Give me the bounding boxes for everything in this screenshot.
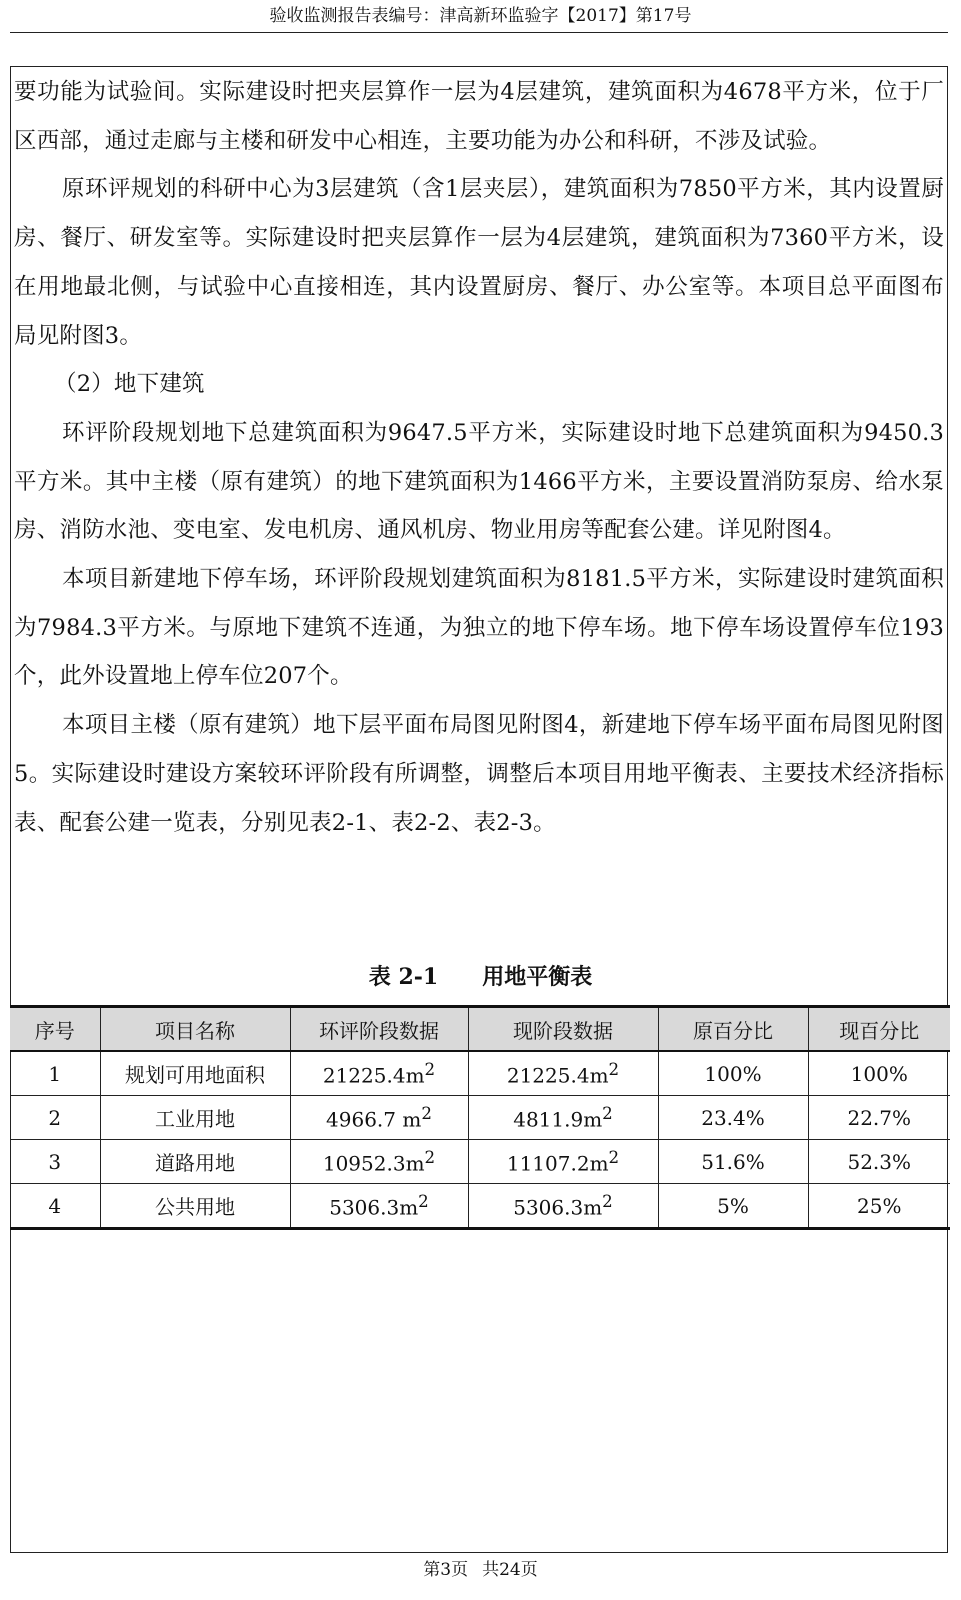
cell-current-percent: 22.7% bbox=[808, 1096, 950, 1140]
land-balance-table bbox=[10, 1005, 950, 1230]
cell-item: 公共用地 bbox=[100, 1184, 290, 1229]
paragraph: 环评阶段规划地下总建筑面积为9647.5平方米，实际建设时地下总建筑面积为9450.3平方米。其中主楼（原有建筑）的地下建筑面积为1466平方米，主要设置消防泵房、给水泵房、消防水池、变电室、发电机房、通风机房、物业用房等配套公建。详见附图4。 bbox=[14, 419, 944, 544]
cell-item: 工业用地 bbox=[100, 1096, 290, 1140]
cell-current-value: $11107.2m^2$ bbox=[468, 1140, 658, 1184]
cell-orig-percent: 51.6% bbox=[658, 1140, 808, 1184]
column-header: 现阶段数据 bbox=[468, 1007, 658, 1052]
cell-current-value: $4811.9m^2$ bbox=[468, 1096, 658, 1140]
cell-eia-value: $10952.3m^2$ bbox=[290, 1140, 468, 1184]
cell-orig-percent: 5% bbox=[658, 1184, 808, 1229]
cell-current-value: $5306.3m^2$ bbox=[468, 1184, 658, 1229]
column-header: 序号 bbox=[10, 1007, 100, 1052]
cell-current-percent: 100% bbox=[808, 1051, 950, 1096]
column-header: 原百分比 bbox=[658, 1007, 808, 1052]
table-title bbox=[0, 962, 961, 992]
cell-current-percent: 52.3% bbox=[808, 1140, 950, 1184]
paragraph: 本项目主楼（原有建筑）地下层平面布局图见附图4，新建地下停车场平面布局图见附图5。实际建设时建设方案较环评阶段有所调整，调整后本项目用地平衡表、主要技术经济指标表、配套公建一览表，分别见表2-1、表2-2、表2-3。 bbox=[14, 712, 944, 836]
cell-eia-value: $21225.4m^2$ bbox=[290, 1051, 468, 1096]
page-footer bbox=[0, 1558, 961, 1582]
cell-index: 1 bbox=[10, 1051, 100, 1096]
column-header: 环评阶段数据 bbox=[290, 1007, 468, 1052]
cell-index: 2 bbox=[10, 1096, 100, 1140]
cell-index: 3 bbox=[10, 1140, 100, 1184]
paragraph: 要功能为试验间。实际建设时把夹层算作一层为4层建筑，建筑面积为4678平方米，位于厂区西部，通过走廊与主楼和研发中心相连，主要功能为办公和科研，不涉及试验。 bbox=[14, 79, 944, 154]
table-row bbox=[10, 1184, 950, 1229]
cell-current-value: $21225.4m^2$ bbox=[468, 1051, 658, 1096]
cell-current-percent: 25% bbox=[808, 1184, 950, 1229]
table-number: 表 2-1 bbox=[368, 964, 439, 990]
page-total: 共24页 bbox=[482, 1560, 538, 1580]
paragraph: 本项目新建地下停车场，环评阶段规划建筑面积为8181.5平方米，实际建设时建筑面积为7984.3平方米。与原地下建筑不连通，为独立的地下停车场。地下停车场设置停车位193个，此外设置地上停车位207个。 bbox=[14, 566, 944, 690]
cell-index: 4 bbox=[10, 1184, 100, 1229]
cell-item: 道路用地 bbox=[100, 1140, 290, 1184]
cell-orig-percent: 100% bbox=[658, 1051, 808, 1096]
report-header: 验收监测报告表编号：津高新环监验字【2017】第17号 bbox=[269, 6, 692, 26]
paragraph: 原环评规划的科研中心为3层建筑（含1层夹层），建筑面积为7850平方米，其内设置厨房、餐厅、研发室等。实际建设时把夹层算作一层为4层建筑，建筑面积为7360平方米，设在用地最北侧，与试验中心直接相连，其内设置厨房、餐厅、办公室等。本项目总平面图布局见附图3。 bbox=[14, 176, 944, 349]
cell-eia-value: 4966.7 $m^2$ bbox=[290, 1096, 468, 1140]
table-caption: 用地平衡表 bbox=[482, 964, 593, 990]
cell-eia-value: $5306.3m^2$ bbox=[290, 1184, 468, 1229]
column-header: 现百分比 bbox=[808, 1007, 950, 1052]
table-row bbox=[10, 1140, 950, 1184]
cell-item: 规划可用地面积 bbox=[100, 1051, 290, 1096]
table-row bbox=[10, 1096, 950, 1140]
body-text bbox=[14, 68, 944, 847]
page-number: 第3页 bbox=[423, 1560, 469, 1580]
header-divider bbox=[10, 32, 948, 33]
cell-orig-percent: 23.4% bbox=[658, 1096, 808, 1140]
section-heading: （2）地下建筑 bbox=[54, 371, 205, 398]
table-row bbox=[10, 1051, 950, 1096]
column-header: 项目名称 bbox=[100, 1007, 290, 1052]
table-header-row bbox=[10, 1007, 950, 1052]
